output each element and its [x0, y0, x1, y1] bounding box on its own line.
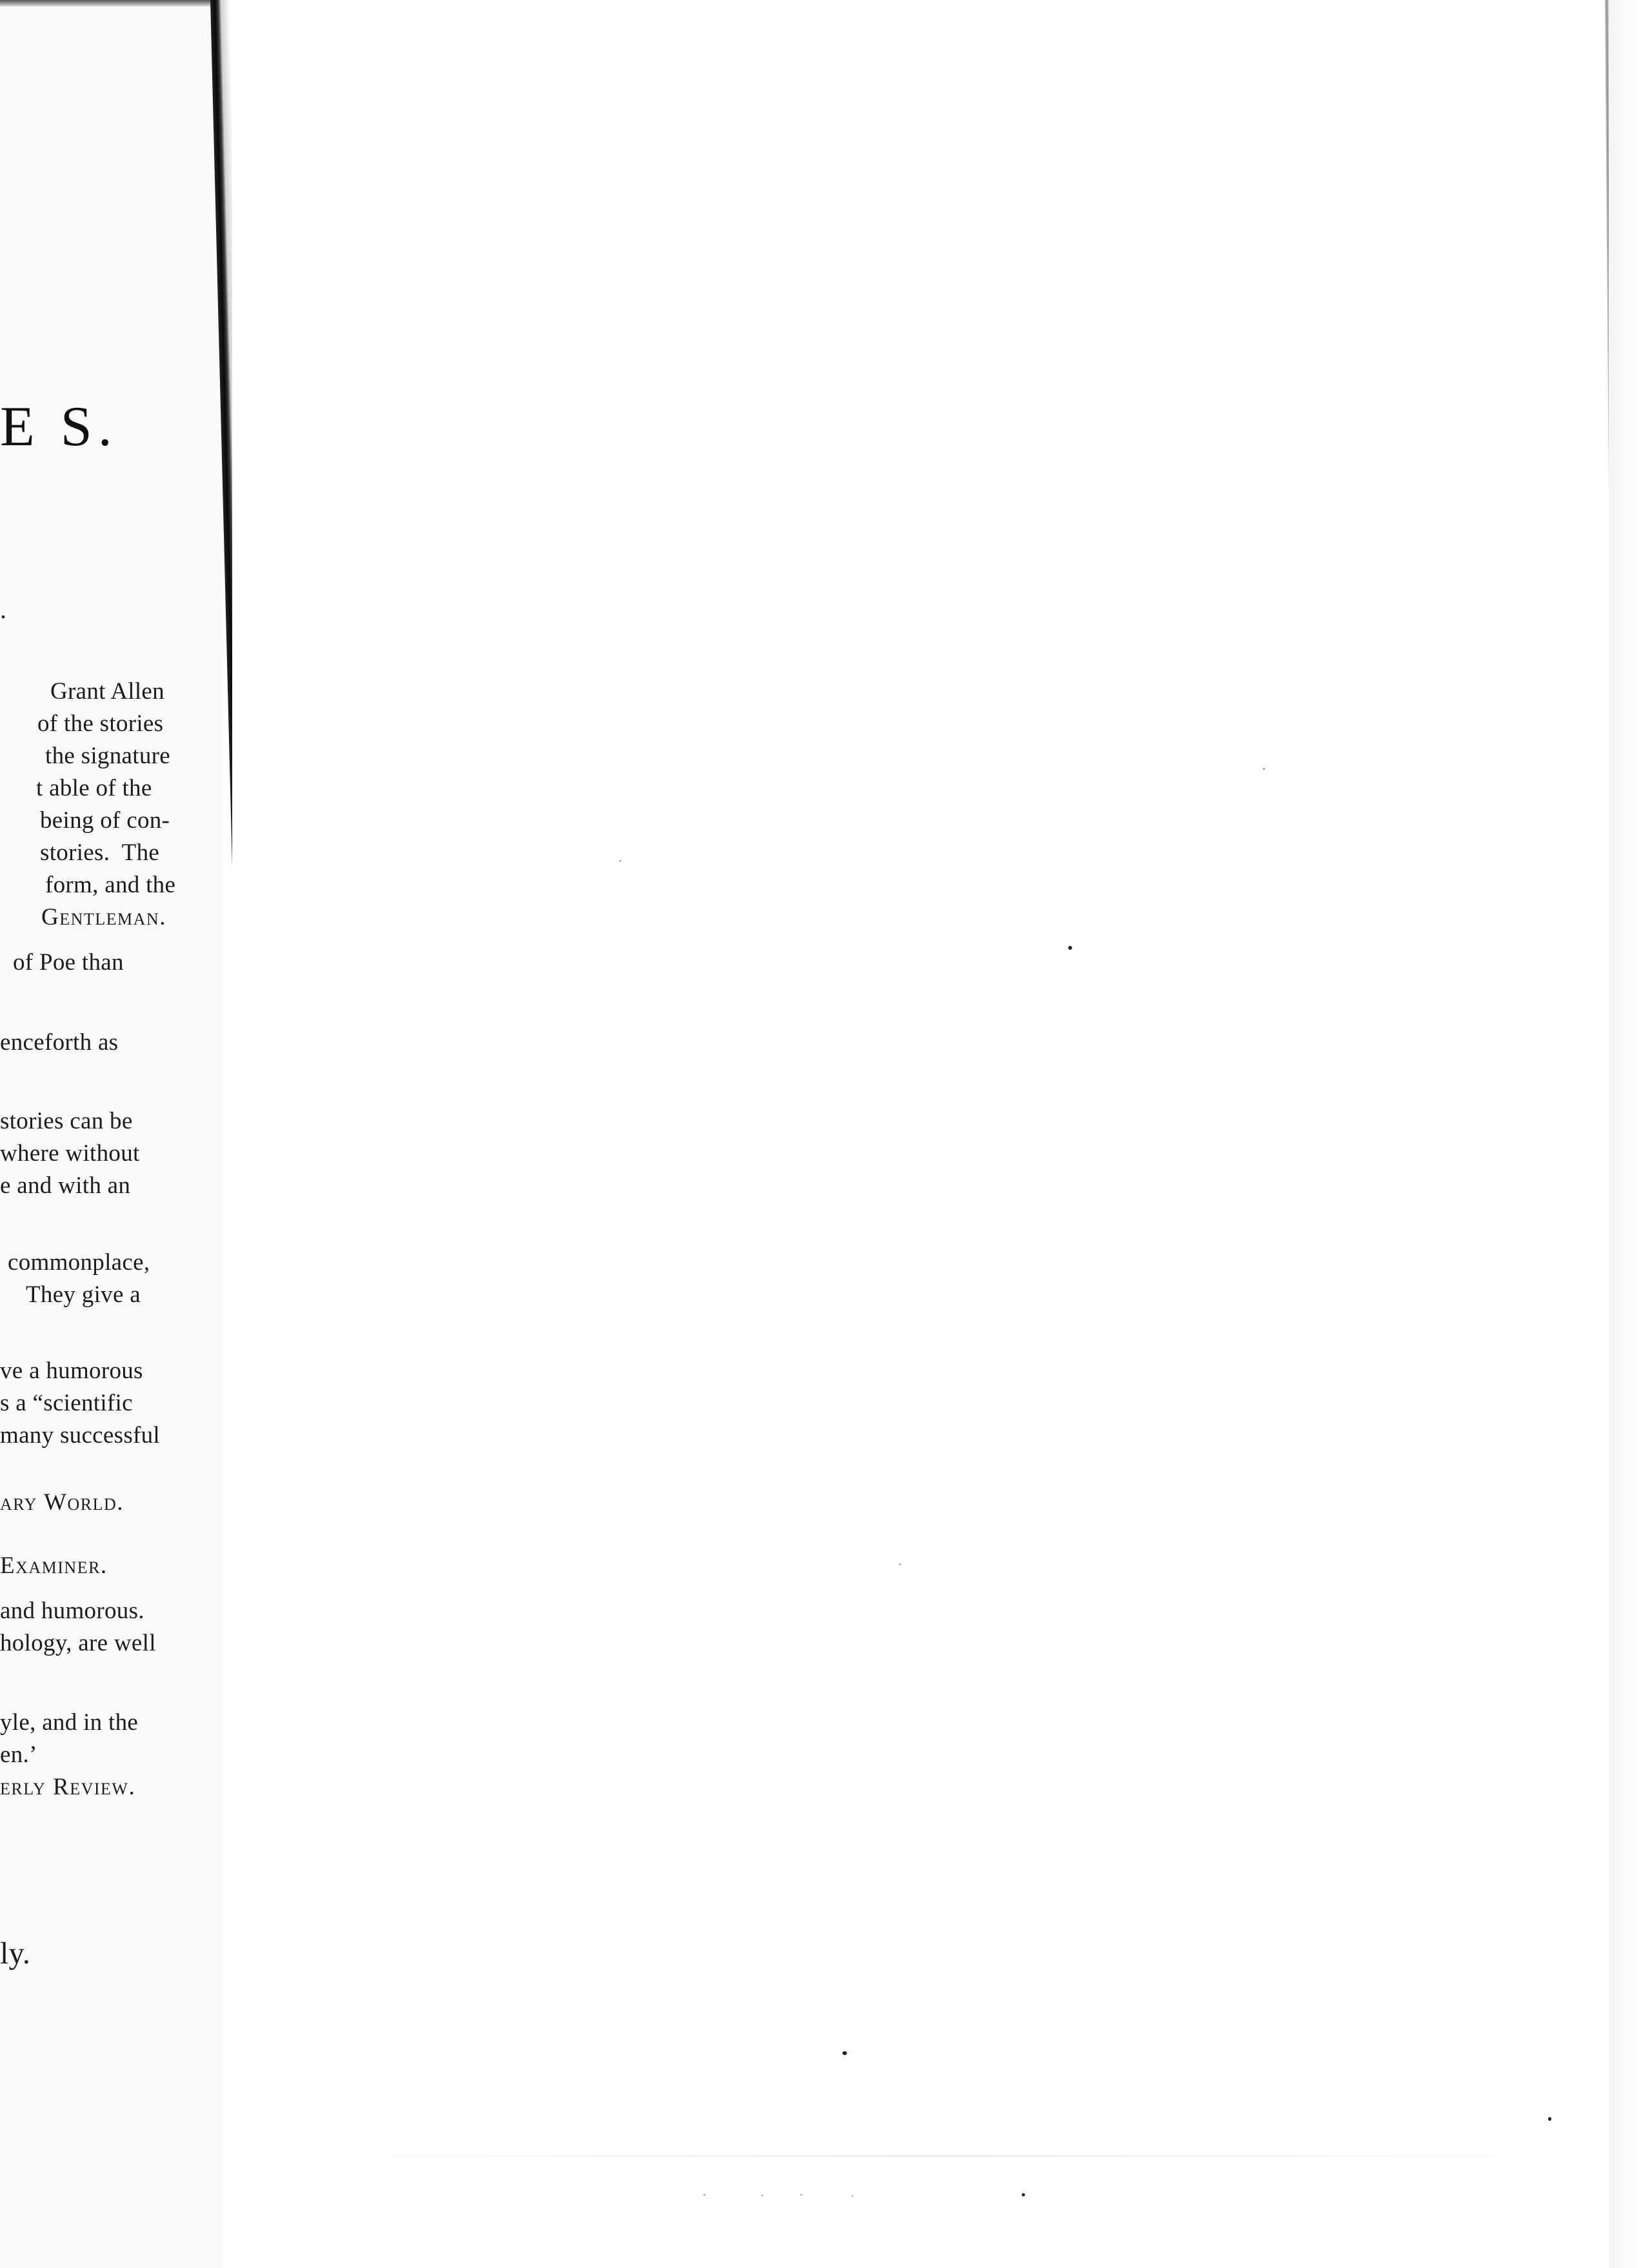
text-line: stories can be [0, 1108, 133, 1134]
scan-speck [1548, 2117, 1551, 2121]
text-line: ve a humorous [0, 1358, 143, 1384]
text-line: t able of the [36, 775, 152, 801]
scan-speck [761, 2194, 764, 2196]
top-edge-shadow [0, 0, 219, 6]
text-line: en.’ [0, 1741, 37, 1768]
scan-speck [899, 1563, 901, 1565]
text-line: commonplace, [8, 1249, 150, 1276]
bottom-page-shading [271, 2155, 1613, 2157]
scan-speck [842, 2051, 847, 2055]
scan-speck [851, 2195, 853, 2197]
scan-speck [1068, 946, 1072, 950]
scan-speck [800, 2194, 802, 2196]
scan-speck [703, 2194, 706, 2196]
attribution-line: Examiner. [0, 1552, 108, 1579]
text-line: yle, and in the [0, 1709, 139, 1736]
text-line: stories. The [40, 839, 160, 866]
text-line: ly. [0, 1936, 31, 1971]
attribution-line: erly Review. [0, 1774, 136, 1800]
text-fragment-dot: . [0, 595, 7, 624]
text-line: many successful [0, 1422, 161, 1449]
text-line: Grant Allen [50, 678, 164, 705]
text-line: and humorous. [0, 1598, 144, 1624]
text-line: s a “scientific [0, 1390, 133, 1416]
page-heading-fragment: E S. [0, 396, 118, 458]
scan-speck [1263, 768, 1265, 770]
text-line: hology, are well [0, 1630, 156, 1656]
attribution-line: Gentleman. [41, 904, 166, 930]
text-line: being of con- [40, 807, 170, 834]
text-line: where without [0, 1140, 140, 1167]
scan-speck [1022, 2193, 1025, 2196]
scan-speck [619, 860, 621, 862]
right-outer-margin [1609, 0, 1641, 2268]
blank-right-page [232, 0, 1606, 2268]
text-line: of Poe than [13, 949, 124, 976]
left-page-fragment [0, 6, 223, 2268]
text-line: They give a [26, 1281, 141, 1308]
attribution-line: ary World. [0, 1489, 124, 1516]
text-line: enceforth as [0, 1029, 119, 1056]
text-line: the signature [45, 743, 170, 769]
text-line: of the stories [37, 710, 164, 737]
text-line: e and with an [0, 1172, 131, 1199]
text-line: form, and the [45, 872, 176, 898]
